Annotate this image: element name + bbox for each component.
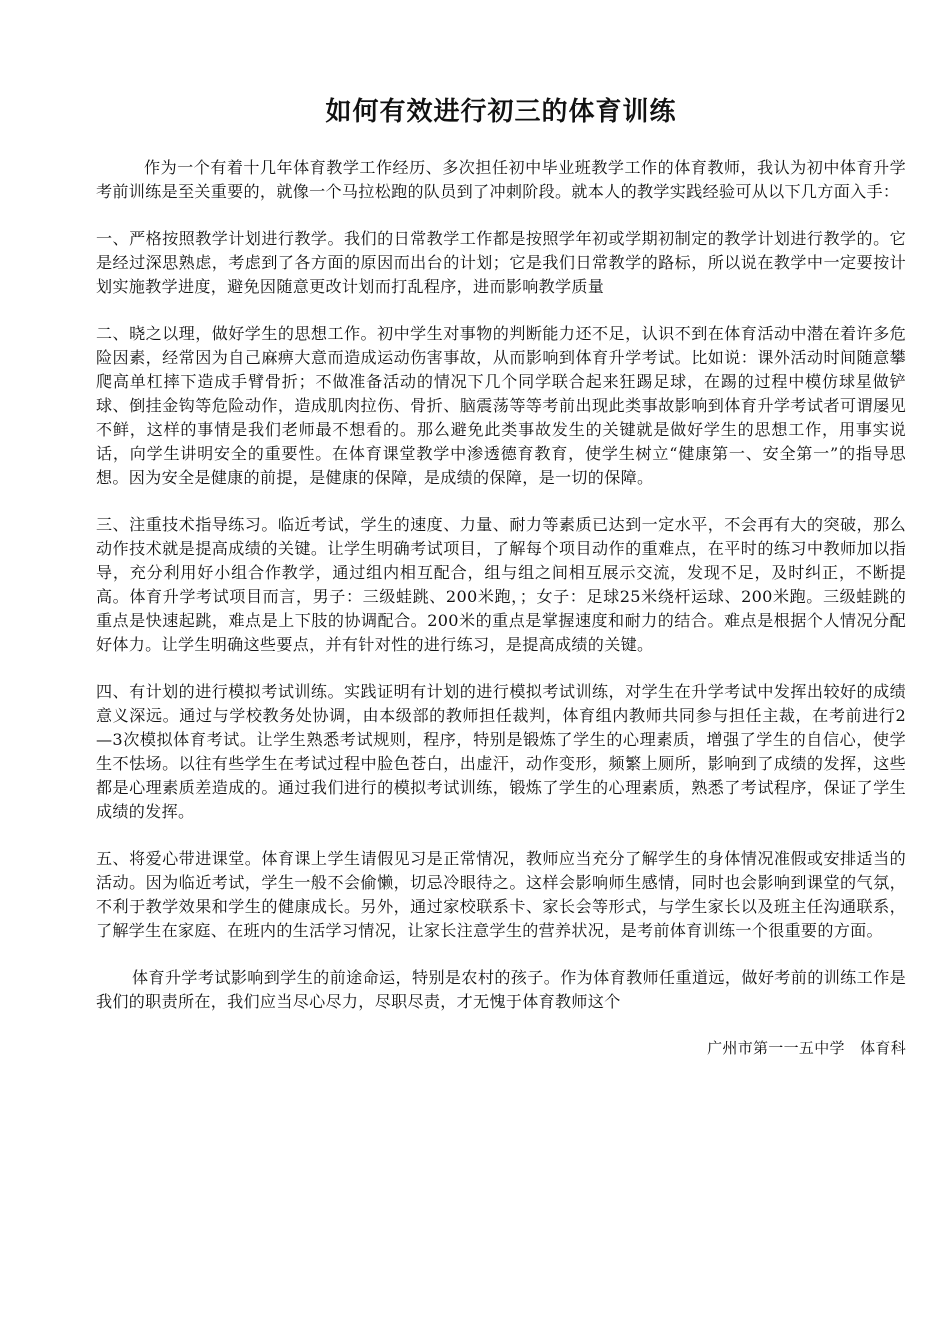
intro-paragraph: 作为一个有着十几年体育教学工作经历、多次担任初中毕业班教学工作的体育教师，我认为初中体育升学考前训练是至关重要的，就像一个马拉松跑的队员到了冲刺阶段。就本人的教学实践经验可从以下几方面入手： — [96, 158, 906, 201]
document-page — [96, 92, 906, 1059]
section-4-paragraph: 四、有计划的进行模拟考试训练。实践证明有计划的进行模拟考试训练，对学生在升学考试中发挥出较好的成绩意义深远。通过与学校教务处协调，由本级部的教师担任裁判，体育组内教师共同参与担任主裁，在考前进行2—3次模拟体育考试。让学生熟悉考试规则，程序，特别是锻炼了学生的心理素质，增强了学生的自信心，使学生不怯场。以往有些学生在考试过程中脸色苍白，出虚汗，动作变形，频繁上厕所，影响到了成绩的发挥，这些都是心理素质差造成的。通过我们进行的模拟考试训练，锻炼了学生的心理素质，熟悉了考试程序，保证了学生成绩的发挥。 — [96, 682, 906, 821]
section-2-paragraph: 二、晓之以理，做好学生的思想工作。初中学生对事物的判断能力还不足，认识不到在体育活动中潜在着许多危险因素，经常因为自己麻痹大意而造成运动伤害事故，从而影响到体育升学考试。比如说：课外活动时间随意攀爬高单杠摔下造成手臂骨折；不做准备活动的情况下几个同学联合起来狂踢足球，在踢的过程中模仿球星做铲球、倒挂金钩等危险动作，造成肌肉拉伤、骨折、脑震荡等等考前出现此类事故影响到体育升学考试者可谓屡见不鲜，这样的事情是我们老师最不想看的。那么避免此类事故发生的关键就是做好学生的思想工作，用事实说话，向学生讲明安全的重要性。在体育课堂教学中渗透德育教育，使学生树立“健康第一、安全第一”的指导思想。因为安全是健康的前提，是健康的保障，是成绩的保障，是一切的保障。 — [96, 324, 906, 487]
signature-line: 广州市第一一五中学 体育科 — [707, 1039, 906, 1057]
conclusion-paragraph: 体育升学考试影响到学生的前途命运，特别是农村的孩子。作为体育教师任重道远，做好考前的训练工作是我们的职责所在，我们应当尽心尽力，尽职尽责，才无愧于体育教师这个 — [96, 968, 906, 1011]
document-title: 如何有效进行初三的体育训练 — [325, 97, 677, 127]
section-5-paragraph: 五、将爱心带进课堂。体育课上学生请假见习是正常情况，教师应当充分了解学生的身体情况准假或安排适当的活动。因为临近考试，学生一般不会偷懒，切忌冷眼待之。这样会影响师生感情，同时也会影响到课堂的气氛，不利于教学效果和学生的健康成长。另外，通过家校联系卡、家长会等形式，与学生家长以及班主任沟通联系，了解学生在家庭、在班内的生活学习情况，让家长注意学生的营养状况，是考前体育训练一个很重要的方面。 — [96, 849, 906, 940]
section-3-paragraph: 三、注重技术指导练习。临近考试，学生的速度、力量、耐力等素质已达到一定水平，不会再有大的突破，那么动作技术就是提高成绩的关键。让学生明确考试项目，了解每个项目动作的重难点，在平时的练习中教师加以指导，充分利用好小组合作教学，通过组内相互配合，组与组之间相互展示交流，发现不足，及时纠正，不断提高。体育升学考试项目而言，男子：三级蛙跳、200米跑，；女子：足球25米绕杆运球、200米跑。三级蛙跳的重点是快速起跳，难点是上下肢的协调配合。200米的重点是掌握速度和耐力的结合。难点是根据个人情况分配好体力。让学生明确这些要点，并有针对性的进行练习，是提高成绩的关键。 — [96, 515, 906, 654]
section-1-paragraph: 一、严格按照教学计划进行教学。我们的日常教学工作都是按照学年初或学期初制定的教学计划进行教学的。它是经过深思熟虑，考虑到了各方面的原因而出台的计划；它是我们日常教学的路标，所以说在教学中一定要按计划实施教学进度，避免因随意更改计划而打乱程序，进而影响教学质量 — [96, 229, 906, 296]
